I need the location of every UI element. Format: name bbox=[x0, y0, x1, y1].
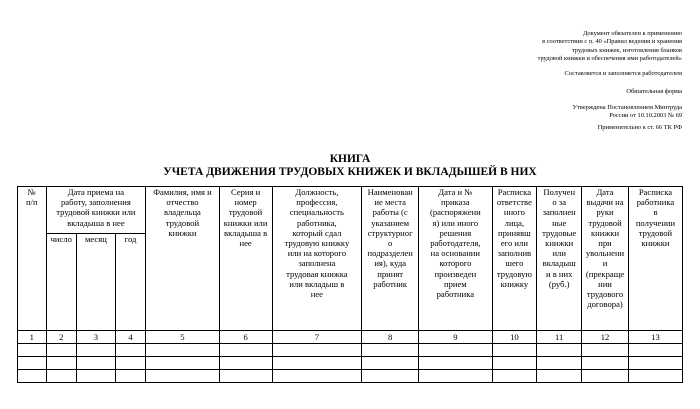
filled-by-note: Составляется и заполняется работодателем bbox=[564, 70, 682, 77]
requirement-line: Документ обязателен к применению bbox=[583, 30, 682, 37]
approval-line: России от 10.10.2003 № 69 bbox=[609, 112, 682, 120]
article-note: Применительно к ст. 66 ТК РФ bbox=[597, 124, 682, 131]
header-date-group: Дата приема на работу, заполнения трудовой книжки или вкладыша в нее bbox=[46, 187, 146, 234]
table-cell bbox=[77, 370, 116, 383]
tracking-table bbox=[17, 186, 683, 383]
table-row bbox=[18, 344, 683, 357]
table-cell bbox=[419, 357, 492, 370]
table-cell bbox=[537, 370, 582, 383]
table-cell bbox=[272, 370, 362, 383]
column-number: 8 bbox=[362, 331, 419, 344]
table-cell bbox=[77, 357, 116, 370]
table-cell bbox=[115, 357, 146, 370]
book-subtitle: УЧЕТА ДВИЖЕНИЯ ТРУДОВЫХ КНИЖЕК И ВКЛАДЫШЕЙ В НИХ bbox=[163, 166, 537, 178]
table-cell bbox=[77, 344, 116, 357]
column-number: 11 bbox=[537, 331, 582, 344]
table-cell bbox=[219, 370, 272, 383]
table-cell bbox=[582, 370, 629, 383]
table-cell bbox=[46, 357, 77, 370]
header-workplace: Наименован ие места работы (с указанием структурног о подразделен ия), куда принят работник bbox=[362, 187, 419, 331]
table-cell bbox=[492, 344, 537, 357]
table-cell bbox=[18, 357, 47, 370]
table-cell bbox=[272, 344, 362, 357]
table-cell bbox=[537, 344, 582, 357]
column-number: 1 bbox=[18, 331, 47, 344]
column-number: 5 bbox=[146, 331, 219, 344]
table-cell bbox=[46, 370, 77, 383]
header-receipt-responsible: Расписка ответствe нного лица, принявш его или заполнив шего трудовую книжку bbox=[492, 187, 537, 331]
table-cell bbox=[419, 370, 492, 383]
column-number: 7 bbox=[272, 331, 362, 344]
table-row bbox=[18, 357, 683, 370]
table-cell bbox=[115, 344, 146, 357]
header-received-payment: Получен о за заполнен ные трудовые книжки или вкладыш и в них (руб.) bbox=[537, 187, 582, 331]
header-name: Фамилия, имя и отчество владельца трудовой книжки bbox=[146, 187, 219, 331]
requirement-line: трудовой книжки и обеспечения ими работодателей» bbox=[537, 55, 682, 63]
column-numbers-row bbox=[18, 331, 683, 344]
header-year: год bbox=[115, 234, 146, 331]
requirement-line: в соответствии с п. 40 «Правил ведения и хранения bbox=[542, 38, 682, 46]
header-series: Серия и номер трудовой книжки или вкладыша в нее bbox=[219, 187, 272, 331]
column-number: 13 bbox=[628, 331, 682, 344]
header-position: Должность, профессия, специальность работника, который сдал трудовую книжку или на которого заполнена трудовая книжка или вкладыш в нее bbox=[272, 187, 362, 331]
column-number: 9 bbox=[419, 331, 492, 344]
header-num: № п/п bbox=[18, 187, 47, 331]
column-number: 10 bbox=[492, 331, 537, 344]
column-number: 2 bbox=[46, 331, 77, 344]
column-number: 6 bbox=[219, 331, 272, 344]
table-cell bbox=[46, 344, 77, 357]
table-row bbox=[18, 370, 683, 383]
table-cell bbox=[362, 357, 419, 370]
table-cell bbox=[146, 344, 219, 357]
table-cell bbox=[272, 357, 362, 370]
form-type-note: Обязательная форма bbox=[626, 88, 682, 95]
table-cell bbox=[582, 357, 629, 370]
header-day: число bbox=[46, 234, 77, 331]
table-cell bbox=[146, 357, 219, 370]
table-cell bbox=[18, 370, 47, 383]
table-cell bbox=[628, 370, 682, 383]
table-cell bbox=[537, 357, 582, 370]
approval-line: Утверждена Постановлением Минтруда bbox=[572, 104, 682, 111]
table-cell bbox=[18, 344, 47, 357]
table-cell bbox=[219, 357, 272, 370]
header-row bbox=[18, 187, 683, 234]
table-cell bbox=[628, 344, 682, 357]
header-order: Дата и № приказа (распоряжени я) или иного решения работодателя, на основании которого произведен прием работника bbox=[419, 187, 492, 331]
column-number: 4 bbox=[115, 331, 146, 344]
table-cell bbox=[492, 370, 537, 383]
table-body bbox=[18, 344, 683, 383]
header-month: месяц bbox=[77, 234, 116, 331]
table-cell bbox=[146, 370, 219, 383]
column-number: 12 bbox=[582, 331, 629, 344]
requirement-line: трудовых книжек, изготовления бланков bbox=[571, 46, 682, 54]
table-cell bbox=[362, 370, 419, 383]
column-number: 3 bbox=[77, 331, 116, 344]
requirement-note bbox=[538, 30, 682, 64]
table-cell bbox=[362, 344, 419, 357]
table-cell bbox=[219, 344, 272, 357]
header-receipt-employee: Расписка работника в получении трудовой книжки bbox=[628, 187, 682, 331]
header-issue-date: Дата выдачи на руки трудовой книжки при увольнени и (прекраще нии трудового договора) bbox=[582, 187, 629, 331]
table-cell bbox=[628, 357, 682, 370]
book-title: КНИГА bbox=[329, 153, 371, 165]
approval-note bbox=[573, 104, 682, 121]
table-cell bbox=[115, 370, 146, 383]
table-cell bbox=[419, 344, 492, 357]
table-cell bbox=[582, 344, 629, 357]
table-cell bbox=[492, 357, 537, 370]
